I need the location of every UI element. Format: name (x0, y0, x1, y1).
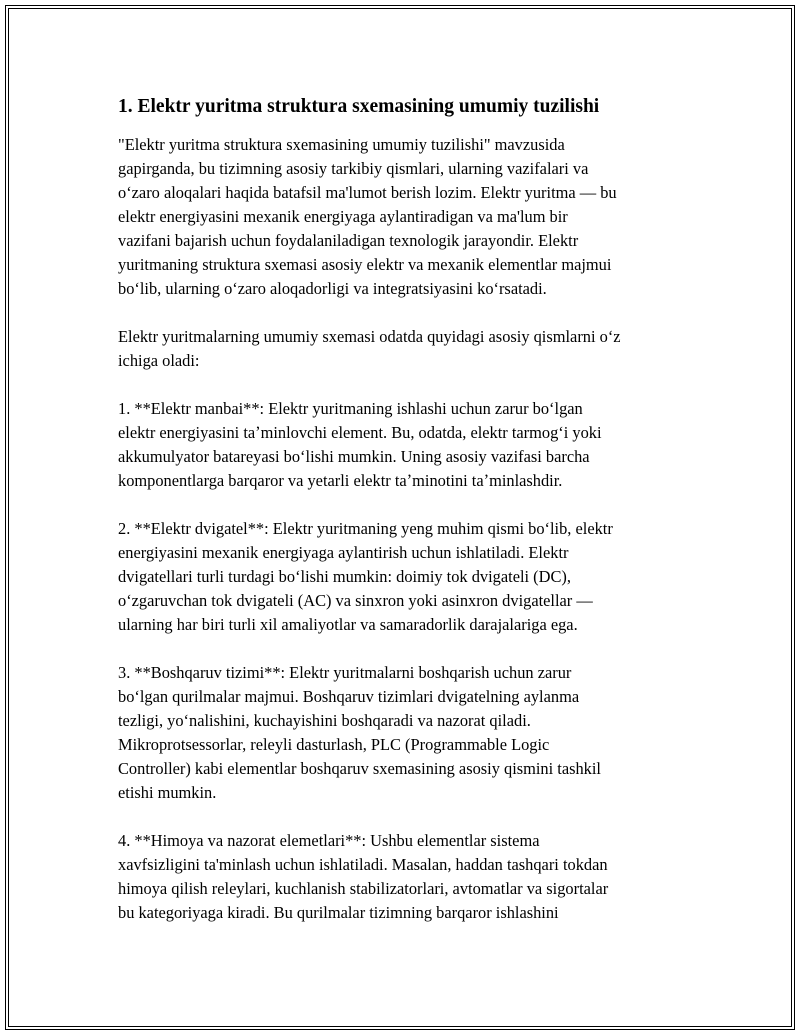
text-line: xavfsizligini ta'minlash uchun ishlatiladi. Masalan, haddan tashqari tokdan (118, 855, 608, 874)
text-line: 3. **Boshqaruv tizimi**: Elektr yuritmalarni boshqarish uchun zarur (118, 663, 572, 682)
document-body (118, 94, 688, 949)
text-line: etishi mumkin. (118, 783, 217, 802)
paragraph-overview (118, 325, 688, 373)
text-line: elektr energiyasini taʼminlovchi element. Bu, odatda, elektr tarmogʻi yoki (118, 423, 602, 442)
text-line: vazifani bajarish uchun foydalaniladigan texnologik jarayondir. Elektr (118, 231, 579, 250)
paragraph-intro (118, 133, 688, 301)
text-line: "Elektr yuritma struktura sxemasining umumiy tuzilishi" mavzusida (118, 135, 565, 154)
text-line: gapirganda, bu tizimning asosiy tarkibiy qismlari, ularning vazifalari va (118, 159, 589, 178)
paragraph-power-source (118, 397, 688, 493)
text-line: ichiga oladi: (118, 351, 200, 370)
document-title: 1. Elektr yuritma struktura sxemasining umumiy tuzilishi (118, 96, 600, 117)
text-line: Mikroprotsessorlar, releyli dasturlash, PLC (Programmable Logic (118, 735, 550, 754)
text-line: 2. **Elektr dvigatel**: Elektr yuritmaning yeng muhim qismi boʻlib, elektr (118, 519, 613, 538)
text-line: Elektr yuritmalarning umumiy sxemasi odatda quyidagi asosiy qismlarni oʻz (118, 327, 621, 346)
text-line: oʻzaro aloqalari haqida batafsil ma'lumot berish lozim. Elektr yuritma — bu (118, 183, 617, 202)
text-line: himoya qilish releylari, kuchlanish stabilizatorlari, avtomatlar va sigortalar (118, 879, 609, 898)
text-line: oʻzgaruvchan tok dvigateli (AC) va sinxron yoki asinxron dvigatellar — (118, 591, 593, 610)
text-line: ularning har biri turli xil amaliyotlar va samaradorlik darajalariga ega. (118, 615, 578, 634)
text-line: bu kategoriyaga kiradi. Bu qurilmalar tizimning barqaror ishlashini (118, 903, 559, 922)
text-line: dvigatellari turli turdagi boʻlishi mumkin: doimiy tok dvigateli (DC), (118, 567, 571, 586)
text-line: boʻlib, ularning oʻzaro aloqadorligi va integratsiyasini koʻrsatadi. (118, 279, 547, 298)
paragraph-control-system (118, 661, 688, 805)
paragraph-motor (118, 517, 688, 637)
paragraph-protection (118, 829, 688, 925)
text-line: boʻlgan qurilmalar majmui. Boshqaruv tizimlari dvigatelning aylanma (118, 687, 580, 706)
text-line: tezligi, yoʻnalishini, kuchayishini boshqaradi va nazorat qiladi. (118, 711, 531, 730)
text-line: 4. **Himoya va nazorat elemetlari**: Ushbu elementlar sistema (118, 831, 540, 850)
text-line: 1. **Elektr manbai**: Elektr yuritmaning ishlashi uchun zarur boʻlgan (118, 399, 583, 418)
text-line: komponentlarga barqaror va yetarli elektr taʼminotini taʼminlashdir. (118, 471, 563, 490)
text-line: akkumulyator batareyasi boʻlishi mumkin. Uning asosiy vazifasi barcha (118, 447, 590, 466)
text-line: yuritmaning struktura sxemasi asosiy elektr va mexanik elementlar majmui (118, 255, 612, 274)
text-line: energiyasini mexanik energiyaga aylantirish uchun ishlatiladi. Elektr (118, 543, 569, 562)
text-line: elektr energiyasini mexanik energiyaga aylantiradigan va ma'lum bir (118, 207, 568, 226)
text-line: Controller) kabi elementlar boshqaruv sxemasining asosiy qismini tashkil (118, 759, 601, 778)
